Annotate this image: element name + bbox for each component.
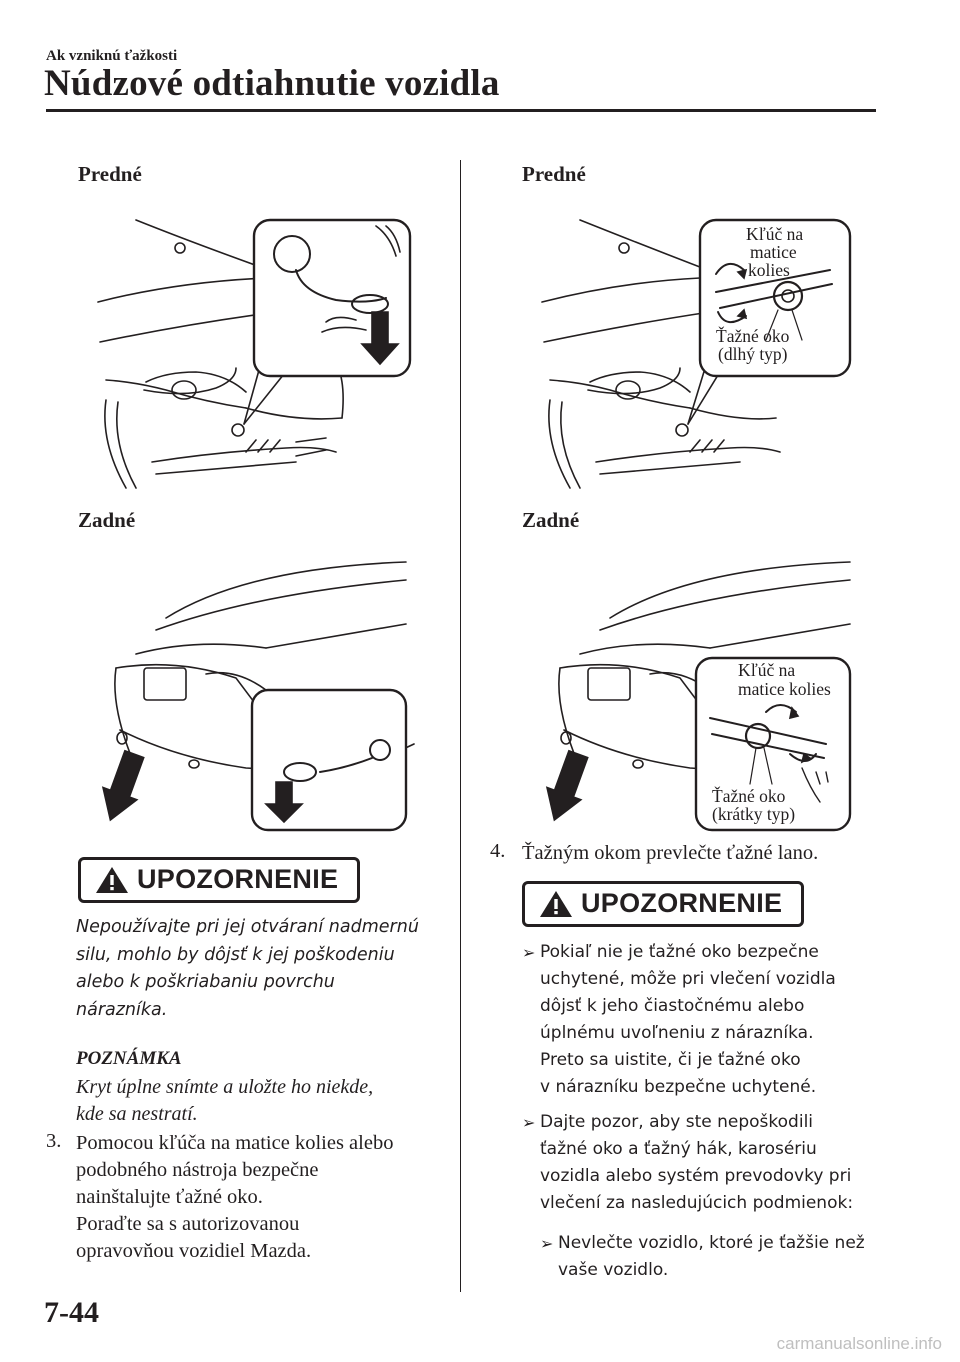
note-line: Kryt úplne snímte a uložte ho niekde, [76,1076,374,1098]
bullet-arrow-icon: ➢ [522,943,536,962]
caution-bullet-2 [540,1109,940,1217]
right-rear-label: Zadné [522,508,580,532]
callout-eye-line-2: (krátky typ) [712,804,796,824]
callout-eye-line-1: Ťažné oko [712,786,786,806]
step-line: nainštalujte ťažné oko. [76,1186,263,1208]
step-3-text [76,1130,456,1265]
page-title: Núdzové odtiahnutie vozidla [44,63,500,104]
step-4-number: 4. [490,840,506,862]
bullet-line: dôjsť k jeho čiastočnému alebo [540,996,805,1016]
step-3-number: 3. [46,1130,62,1152]
right-front-label: Predné [522,162,586,186]
note-title: POZNÁMKA [76,1048,182,1069]
left-rear-label: Zadné [78,508,136,532]
right-caution-banner [522,881,804,927]
caution-word: UPOZORNENIE [581,888,783,918]
step-line: podobného nástroja bezpečne [76,1159,319,1181]
rear-bumper-illustration [96,558,426,838]
front-callout-labels [540,212,860,382]
callout-wrench-line-2: matice [750,242,797,262]
note-line: kde sa nestratí. [76,1103,198,1125]
bullet-line: ťažné oko a ťažný hák, karosériu [540,1139,817,1159]
bullet-line: Pokiaľ nie je ťažné oko bezpečne [540,942,819,962]
callout-wrench-line-1: Kľúč na [738,660,796,680]
caution-sub-bullet [558,1230,938,1284]
bullet-line: Preto sa uistite, či je ťažné oko [540,1050,801,1070]
page-number: 7-44 [44,1296,99,1329]
rear-callout-labels [540,558,860,828]
step-line: opravovňou vozidiel Mazda. [76,1240,312,1262]
bullet-line: Nevlečte vozidlo, ktoré je ťažšie než [558,1233,865,1253]
step-4-text: Ťažným okom prevlečte ťažné lano. [522,842,819,864]
bullet-line: Dajte pozor, aby ste nepoškodili [540,1112,814,1132]
callout-wrench-line-1: Kľúč na [746,224,804,244]
front-bumper-illustration [96,212,426,492]
caution-line: alebo k poškriabaniu povrchu [76,972,335,992]
caution-line: Nepoužívajte pri jej otváraní nadmernú [76,917,419,937]
warning-triangle-icon [539,889,573,919]
left-caution-banner [78,857,360,903]
bullet-line: vozidla alebo systém prevodovky pri [540,1166,852,1186]
bullet-arrow-icon: ➢ [522,1113,536,1132]
callout-wrench-line-3: kolies [748,260,790,280]
step-line: Pomocou kľúča na matice kolies alebo [76,1132,394,1154]
bullet-line: vaše vozidlo. [558,1260,669,1280]
caution-word: UPOZORNENIE [137,864,339,894]
bullet-line: úplnému uvoľneniu z nárazníka. [540,1023,814,1043]
caution-line: silu, mohlo by dôjsť k jej poškodeniu [76,944,395,965]
bullet-arrow-icon: ➢ [540,1234,554,1253]
bullet-line: vlečení za nasledujúcich podmienok: [540,1193,854,1213]
title-divider [46,109,876,112]
column-divider [460,160,461,1292]
bullet-line: v nárazníku bezpečne uchytené. [540,1077,817,1097]
note-text [76,1074,456,1128]
left-caution-text [76,914,456,1024]
caution-bullet-1 [540,939,940,1101]
warning-triangle-icon [95,865,129,895]
section-kicker: Ak vzniknú ťažkosti [46,48,178,64]
caution-line: nárazníka. [76,999,168,1020]
watermark: carmanualsonline.info [776,1334,942,1353]
step-line: Poraďte sa s autorizovanou [76,1213,300,1235]
callout-wrench-line-2: matice kolies [738,679,831,699]
callout-eye-line-2: (dlhý typ) [718,344,788,364]
bullet-line: uchytené, môže pri vlečení vozidla [540,969,836,989]
callout-eye-line-1: Ťažné oko [716,326,790,346]
left-front-label: Predné [78,162,142,186]
